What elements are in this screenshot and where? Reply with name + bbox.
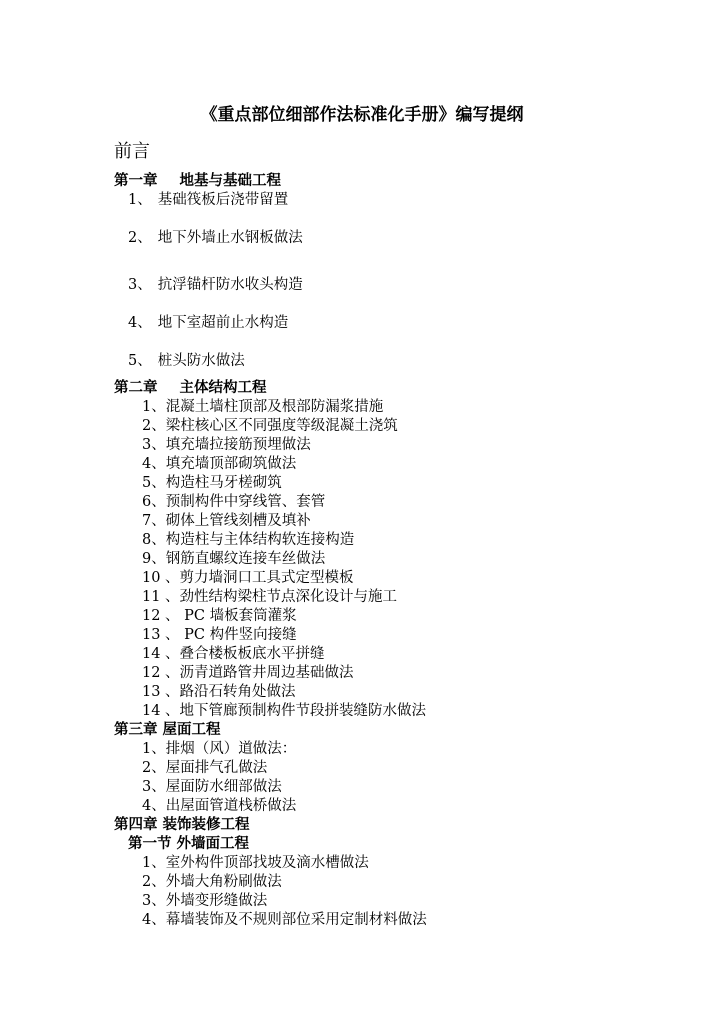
chapter-1-item bbox=[128, 314, 288, 333]
item-number: 1、 bbox=[128, 192, 152, 208]
chapter-2-item: 9、钢筋直螺纹连接车丝做法 bbox=[142, 551, 326, 567]
item-number: 2、 bbox=[128, 230, 152, 246]
chapter-1-item bbox=[128, 276, 303, 295]
chapter-4-section-1-heading: 第一节 外墙面工程 bbox=[128, 836, 250, 852]
item-text: 桩头防水做法 bbox=[157, 353, 245, 369]
chapter-1-item bbox=[128, 191, 288, 210]
chapter-4-item: 1、室外构件顶部找坡及滴水槽做法 bbox=[142, 855, 369, 871]
chapter-2-item: 13 、路沿石转角处做法 bbox=[142, 684, 296, 700]
chapter-2-item: 3、填充墙拉接筋预埋做法 bbox=[142, 437, 311, 453]
chapter-1-title: 地基与基础工程 bbox=[179, 173, 281, 189]
item-text: 基础筏板后浇带留置 bbox=[157, 192, 289, 208]
chapter-2-item: 14 、地下管廊预制构件节段拼装缝防水做法 bbox=[142, 703, 427, 719]
chapter-1-item bbox=[128, 229, 303, 248]
chapter-2-title: 主体结构工程 bbox=[179, 380, 267, 396]
chapter-3-item: 3、屋面防水细部做法 bbox=[142, 779, 282, 795]
chapter-2-item: 1、混凝土墙柱顶部及根部防漏浆措施 bbox=[142, 399, 384, 415]
chapter-3-item: 2、屋面排气孔做法 bbox=[142, 760, 268, 776]
chapter-4-item: 4、幕墙装饰及不规则部位采用定制材料做法 bbox=[142, 912, 427, 928]
chapter-2-item: 6、预制构件中穿线管、套管 bbox=[142, 494, 326, 510]
item-number: 4、 bbox=[128, 315, 152, 331]
item-text: 抗浮锚杆防水收头构造 bbox=[157, 277, 303, 293]
chapter-2-item: 12 、沥青道路管井周边基础做法 bbox=[142, 665, 354, 681]
item-text: 地下室超前止水构造 bbox=[157, 315, 289, 331]
chapter-3-heading: 第三章 屋面工程 bbox=[114, 722, 221, 738]
document-title: 《重点部位细部作法标准化手册》编写提纲 bbox=[200, 105, 524, 125]
chapter-1-number: 第一章 bbox=[114, 173, 158, 189]
chapter-2-item: 11 、劲性结构梁柱节点深化设计与施工 bbox=[142, 589, 398, 605]
item-text: 地下外墙止水钢板做法 bbox=[157, 230, 303, 246]
chapter-2-item: 12 、 PC 墙板套筒灌浆 bbox=[142, 608, 297, 624]
chapter-4-item: 3、外墙变形缝做法 bbox=[142, 893, 268, 909]
chapter-3-item: 4、出屋面管道栈桥做法 bbox=[142, 798, 297, 814]
item-number: 3、 bbox=[128, 277, 152, 293]
item-number: 5、 bbox=[128, 353, 152, 369]
chapter-3-item: 1、排烟（风）道做法： bbox=[142, 741, 297, 757]
chapter-2-heading bbox=[114, 379, 267, 398]
chapter-2-item: 2、梁柱核心区不同强度等级混凝土浇筑 bbox=[142, 418, 398, 434]
chapter-2-item: 7、砌体上管线刻槽及填补 bbox=[142, 513, 311, 529]
chapter-2-item: 10 、剪力墙洞口工具式定型模板 bbox=[142, 570, 354, 586]
chapter-1-item bbox=[128, 352, 245, 371]
chapter-2-item: 13 、 PC 构件竖向接缝 bbox=[142, 627, 297, 643]
chapter-2-item: 4、填充墙顶部砌筑做法 bbox=[142, 456, 297, 472]
chapter-4-heading: 第四章 装饰装修工程 bbox=[114, 817, 250, 833]
chapter-1-heading bbox=[114, 172, 281, 191]
chapter-4-item: 2、外墙大角粉刷做法 bbox=[142, 874, 282, 890]
chapter-2-number: 第二章 bbox=[114, 380, 158, 396]
preface-heading: 前言 bbox=[114, 141, 150, 162]
chapter-2-item: 14 、叠合楼板板底水平拼缝 bbox=[142, 646, 325, 662]
chapter-2-item: 5、构造柱马牙槎砌筑 bbox=[142, 475, 282, 491]
chapter-2-item: 8、构造柱与主体结构软连接构造 bbox=[142, 532, 355, 548]
